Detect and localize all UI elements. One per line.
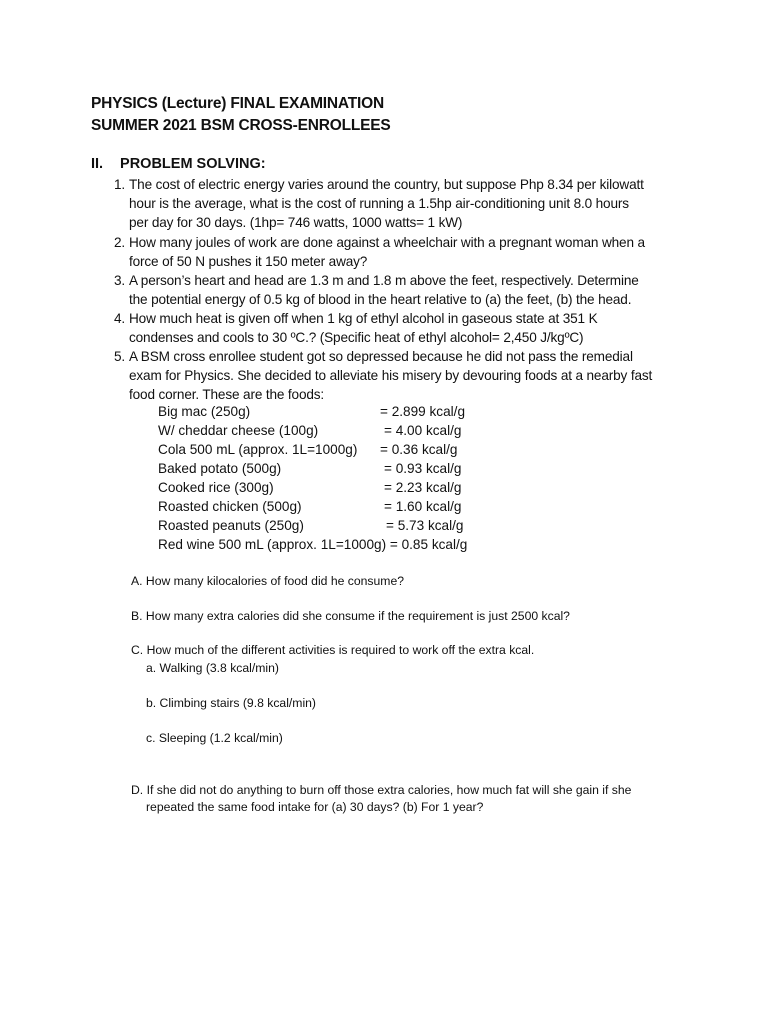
food-item — [158, 497, 467, 516]
section-number: II. — [91, 156, 104, 172]
question-c: C. How much of the different activities is required to work off the extra kcal. — [131, 643, 535, 657]
section-heading — [91, 156, 266, 172]
food-value: = 2.23 kcal/g — [384, 480, 462, 495]
question-c-a: a. Walking (3.8 kcal/min) — [146, 661, 279, 675]
problem-line: A BSM cross enrollee student got so depressed because he did not pass the remedial — [129, 349, 633, 364]
food-name: Roasted peanuts (250g) — [158, 518, 304, 533]
question-c-b: b. Climbing stairs (9.8 kcal/min) — [146, 696, 316, 710]
food-item — [158, 402, 467, 421]
food-item — [158, 516, 467, 535]
problem-3 — [114, 271, 684, 309]
problem-line: The cost of electric energy varies around the country, but suppose Php 8.34 per kilowatt — [129, 177, 644, 192]
problem-line: exam for Physics. She decided to alleviate his misery by devouring foods at a nearby fast — [129, 368, 653, 383]
food-list — [158, 402, 467, 554]
food-item — [158, 535, 467, 554]
question-d-line1: D. If she did not do anything to burn off those extra calories, how much fat will she gain if she — [131, 783, 632, 797]
problem-1 — [114, 175, 684, 232]
food-value: = 5.73 kcal/g — [386, 518, 464, 533]
exam-title: PHYSICS (Lecture) FINAL EXAMINATION — [91, 95, 384, 112]
food-value: = 1.60 kcal/g — [384, 499, 462, 514]
problem-number: 5. — [114, 349, 126, 364]
problem-line: How many joules of work are done against a wheelchair with a pregnant woman when a — [129, 235, 645, 250]
problem-line: A person’s heart and head are 1.3 m and 1.8 m above the feet, respectively. Determine — [129, 273, 639, 288]
food-value: = 0.93 kcal/g — [384, 461, 462, 476]
problem-line: per day for 30 days. (1hp= 746 watts, 1000 watts= 1 kW) — [129, 215, 463, 230]
problem-number: 3. — [114, 273, 126, 288]
question-a: A. How many kilocalories of food did he consume? — [131, 574, 405, 588]
question-d — [131, 782, 691, 816]
problem-line: force of 50 N pushes it 150 meter away? — [129, 254, 368, 269]
food-item — [158, 421, 467, 440]
food-value: = 4.00 kcal/g — [384, 423, 462, 438]
exam-subtitle: SUMMER 2021 BSM CROSS-ENROLLEES — [91, 117, 391, 134]
question-d-line2: repeated the same food intake for (a) 30 days? (b) For 1 year? — [146, 800, 484, 814]
problem-line: hour is the average, what is the cost of running a 1.5hp air-conditioning unit 8.0 hours — [129, 196, 629, 211]
question-c-c: c. Sleeping (1.2 kcal/min) — [146, 731, 283, 745]
food-item — [158, 440, 467, 459]
food-name: W/ cheddar cheese (100g) — [158, 423, 319, 438]
problem-line: the potential energy of 0.5 kg of blood in the heart relative to (a) the feet, (b) the head. — [129, 292, 632, 307]
problem-number: 4. — [114, 311, 126, 326]
food-name: Big mac (250g) — [158, 404, 251, 419]
problem-line: How much heat is given off when 1 kg of ethyl alcohol in gaseous state at 351 K — [129, 311, 598, 326]
food-item — [158, 459, 467, 478]
food-value: = 2.899 kcal/g — [380, 404, 466, 419]
food-name: Red wine 500 mL (approx. 1L=1000g) — [158, 537, 387, 552]
problem-number: 2. — [114, 235, 126, 250]
section-label: PROBLEM SOLVING: — [120, 156, 266, 172]
problem-number: 1. — [114, 177, 126, 192]
problem-line: condenses and cools to 30 ºC.? (Specific heat of ethyl alcohol= 2,450 J/kgºC) — [129, 330, 584, 345]
problem-line: food corner. These are the foods: — [129, 387, 325, 402]
problem-4 — [114, 309, 684, 347]
question-b: B. How many extra calories did she consume if the requirement is just 2500 kcal? — [131, 609, 570, 623]
problem-2 — [114, 233, 684, 271]
food-name: Cola 500 mL (approx. 1L=1000g) — [158, 442, 358, 457]
food-value: = 0.85 kcal/g — [389, 537, 468, 552]
food-name: Roasted chicken (500g) — [158, 499, 302, 514]
food-value: = 0.36 kcal/g — [380, 442, 458, 457]
food-item — [158, 478, 467, 497]
food-name: Baked potato (500g) — [158, 461, 282, 476]
food-name: Cooked rice (300g) — [158, 480, 274, 495]
problem-5 — [114, 347, 684, 404]
